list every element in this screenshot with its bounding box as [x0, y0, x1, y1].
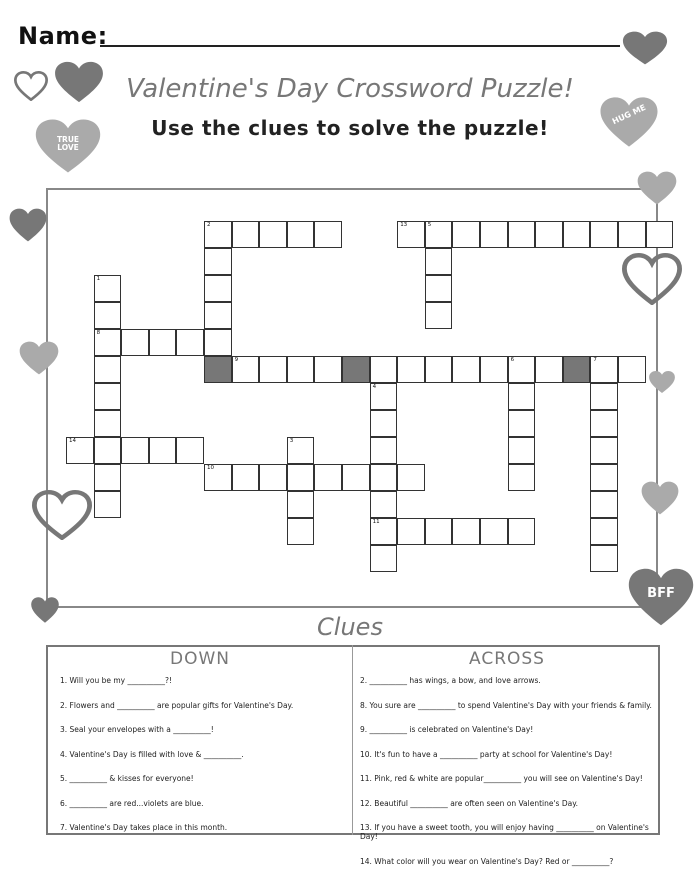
crossword-cell[interactable] — [204, 248, 232, 275]
clue-number: 6 — [510, 357, 515, 363]
crossword-cell[interactable] — [618, 356, 646, 383]
across-clue: 11. Pink, red & white are popular__________ you will see on Valentine's Day! — [360, 774, 643, 783]
heart-icon — [598, 95, 660, 149]
page-title: Valentine's Day Crossword Puzzle! — [126, 74, 574, 104]
heart-icon — [18, 340, 60, 376]
down-clue: 7. Valentine's Day takes place in this month. — [60, 823, 228, 832]
across-clue: 12. Beautiful __________ are often seen on Valentine's Day. — [360, 798, 578, 808]
crossword-cell[interactable] — [480, 518, 508, 545]
crossword-cell[interactable] — [94, 410, 122, 437]
crossword-cell[interactable] — [370, 491, 398, 518]
clue-number: 10 — [207, 465, 214, 471]
clue-number: 4 — [372, 384, 377, 390]
crossword-cell[interactable] — [646, 221, 674, 248]
crossword-cell[interactable] — [508, 464, 536, 491]
clue-number: 3 — [289, 438, 294, 444]
crossword-cell[interactable] — [508, 410, 536, 437]
crossword-cell[interactable] — [204, 329, 232, 356]
shaded-cell — [342, 356, 370, 383]
crossword-cell[interactable] — [590, 356, 618, 383]
clue-number: 14 — [69, 438, 76, 444]
crossword-cell[interactable] — [370, 464, 398, 491]
clue-number: 11 — [372, 519, 380, 525]
down-clue: 3. Seal your envelopes with a __________! — [60, 725, 214, 734]
crossword-cell[interactable] — [94, 275, 122, 302]
crossword-cell[interactable] — [370, 383, 398, 410]
clue-number: 7 — [593, 357, 597, 363]
crossword-cell[interactable] — [590, 410, 618, 437]
clue-number: 1 — [96, 276, 101, 282]
crossword-cell[interactable] — [176, 329, 204, 356]
across-clue: 9. __________ is celebrated on Valentine's Day! — [360, 725, 534, 734]
crossword-cell[interactable] — [259, 221, 287, 248]
heart-label: BFF — [647, 585, 675, 601]
heart-icon — [636, 170, 678, 206]
crossword-cell[interactable] — [618, 221, 646, 248]
heart-label: HUG ME — [610, 102, 648, 127]
crossword-cell[interactable] — [287, 464, 315, 491]
crossword-cell[interactable] — [204, 221, 232, 248]
down-clue: 5. __________ & kisses for everyone! — [60, 774, 194, 783]
crossword-cell[interactable] — [94, 464, 122, 491]
crossword-cell[interactable] — [508, 356, 536, 383]
heart-outline-icon — [622, 253, 682, 305]
heart-icon — [30, 596, 60, 624]
crossword-cell[interactable] — [204, 464, 232, 491]
crossword-cell[interactable] — [535, 356, 563, 383]
crossword-cell[interactable] — [94, 329, 122, 356]
crossword-cell[interactable] — [590, 518, 618, 545]
shaded-cell — [204, 356, 232, 383]
clue-number: 9 — [234, 357, 239, 363]
crossword-cell[interactable] — [287, 518, 315, 545]
crossword-cell[interactable] — [425, 356, 453, 383]
crossword-cell[interactable] — [590, 437, 618, 464]
down-clue: 2. Flowers and __________ are popular gifts for Valentine's Day. — [60, 700, 294, 710]
crossword-cell[interactable] — [204, 275, 232, 302]
name-line[interactable] — [100, 45, 620, 47]
crossword-cell[interactable] — [425, 302, 453, 329]
across-clue: 13. If you have a sweet tooth, you will enjoy having __________ on Valentine's Day! — [360, 823, 649, 841]
crossword-cell[interactable] — [452, 221, 480, 248]
crossword-cell[interactable] — [397, 221, 425, 248]
crossword-cell[interactable] — [452, 518, 480, 545]
down-clue: 6. __________ are red...violets are blue. — [60, 798, 204, 808]
crossword-cell[interactable] — [480, 356, 508, 383]
across-clue-list — [360, 676, 655, 881]
heart-icon — [53, 60, 105, 104]
heart-outline-icon — [14, 71, 48, 101]
crossword-cell[interactable] — [232, 464, 260, 491]
clue-number: 13 — [400, 222, 408, 228]
crossword-cell[interactable] — [94, 437, 122, 464]
crossword-cell[interactable] — [370, 545, 398, 572]
crossword-frame — [46, 188, 658, 608]
shaded-cell — [563, 356, 591, 383]
crossword-cell[interactable] — [342, 464, 370, 491]
crossword-cell[interactable] — [287, 356, 315, 383]
crossword-cell[interactable] — [370, 356, 398, 383]
crossword-cell[interactable] — [590, 383, 618, 410]
heart-icon — [8, 207, 48, 243]
clues-divider — [352, 645, 353, 835]
crossword-cell[interactable] — [480, 221, 508, 248]
crossword-cell[interactable] — [508, 518, 536, 545]
crossword-cell[interactable] — [287, 491, 315, 518]
down-clue-list — [60, 676, 345, 848]
crossword-cell[interactable] — [259, 464, 287, 491]
crossword-cell[interactable] — [314, 356, 342, 383]
crossword-cell[interactable] — [397, 356, 425, 383]
crossword-cell[interactable] — [508, 437, 536, 464]
crossword-cell[interactable] — [397, 464, 425, 491]
crossword-cell[interactable] — [149, 329, 177, 356]
clue-number: 5 — [427, 222, 432, 228]
across-heading: ACROSS — [469, 649, 545, 669]
crossword-cell[interactable] — [287, 221, 315, 248]
crossword-cell[interactable] — [425, 518, 453, 545]
crossword-cell[interactable] — [397, 518, 425, 545]
crossword-cell[interactable] — [590, 464, 618, 491]
crossword-cell[interactable] — [508, 221, 536, 248]
heart-icon — [626, 566, 696, 628]
across-clue: 10. It's fun to have a __________ party at school for Valentine's Day! — [360, 749, 613, 759]
across-clue: 14. What color will you wear on Valentine's Day? Red or __________? — [360, 856, 614, 866]
crossword-cell[interactable] — [425, 248, 453, 275]
heart-icon — [640, 480, 680, 516]
heart-icon — [621, 30, 669, 66]
crossword-cell[interactable] — [370, 437, 398, 464]
down-clue: 1. Will you be my __________?! — [60, 676, 172, 685]
crossword-cell[interactable] — [94, 356, 122, 383]
crossword-cell[interactable] — [121, 329, 149, 356]
down-heading: DOWN — [170, 649, 230, 669]
clues-title: Clues — [317, 613, 383, 641]
down-clue: 4. Valentine's Day is filled with love & __________. — [60, 749, 244, 759]
crossword-cell[interactable] — [314, 464, 342, 491]
crossword-cell[interactable] — [259, 356, 287, 383]
crossword-cell[interactable] — [370, 410, 398, 437]
crossword-cell[interactable] — [590, 545, 618, 572]
across-clue: 2. __________ has wings, a bow, and love arrows. — [360, 676, 541, 685]
crossword-cell[interactable] — [66, 437, 94, 464]
page-subtitle: Use the clues to solve the puzzle! — [151, 116, 549, 140]
crossword-cell[interactable] — [590, 491, 618, 518]
crossword-cell[interactable] — [425, 275, 453, 302]
crossword-cell[interactable] — [176, 437, 204, 464]
clue-number: 2 — [207, 222, 211, 228]
crossword-cell[interactable] — [121, 437, 149, 464]
crossword-cell[interactable] — [508, 383, 536, 410]
crossword-cell[interactable] — [370, 518, 398, 545]
crossword-cell[interactable] — [232, 221, 260, 248]
crossword-cell[interactable] — [452, 356, 480, 383]
crossword-cell[interactable] — [535, 221, 563, 248]
crossword-cell[interactable] — [94, 302, 122, 329]
heart-label: TRUE LOVE — [56, 134, 80, 152]
heart-icon — [648, 370, 676, 394]
crossword-cell[interactable] — [232, 356, 260, 383]
crossword-cell[interactable] — [314, 221, 342, 248]
crossword-cell[interactable] — [563, 221, 591, 248]
crossword-cell[interactable] — [590, 221, 618, 248]
heart-outline-icon — [32, 490, 92, 540]
crossword-cell[interactable] — [94, 383, 122, 410]
crossword-cell[interactable] — [204, 302, 232, 329]
across-clue: 8. You sure are __________ to spend Valentine's Day with your friends & family. — [360, 700, 652, 710]
crossword-cell[interactable] — [94, 491, 122, 518]
clue-number: 8 — [96, 330, 101, 336]
name-label: Name: — [18, 22, 108, 50]
crossword-cell[interactable] — [287, 437, 315, 464]
crossword-cell[interactable] — [149, 437, 177, 464]
crossword-cell[interactable] — [425, 221, 453, 248]
heart-icon — [33, 117, 103, 175]
